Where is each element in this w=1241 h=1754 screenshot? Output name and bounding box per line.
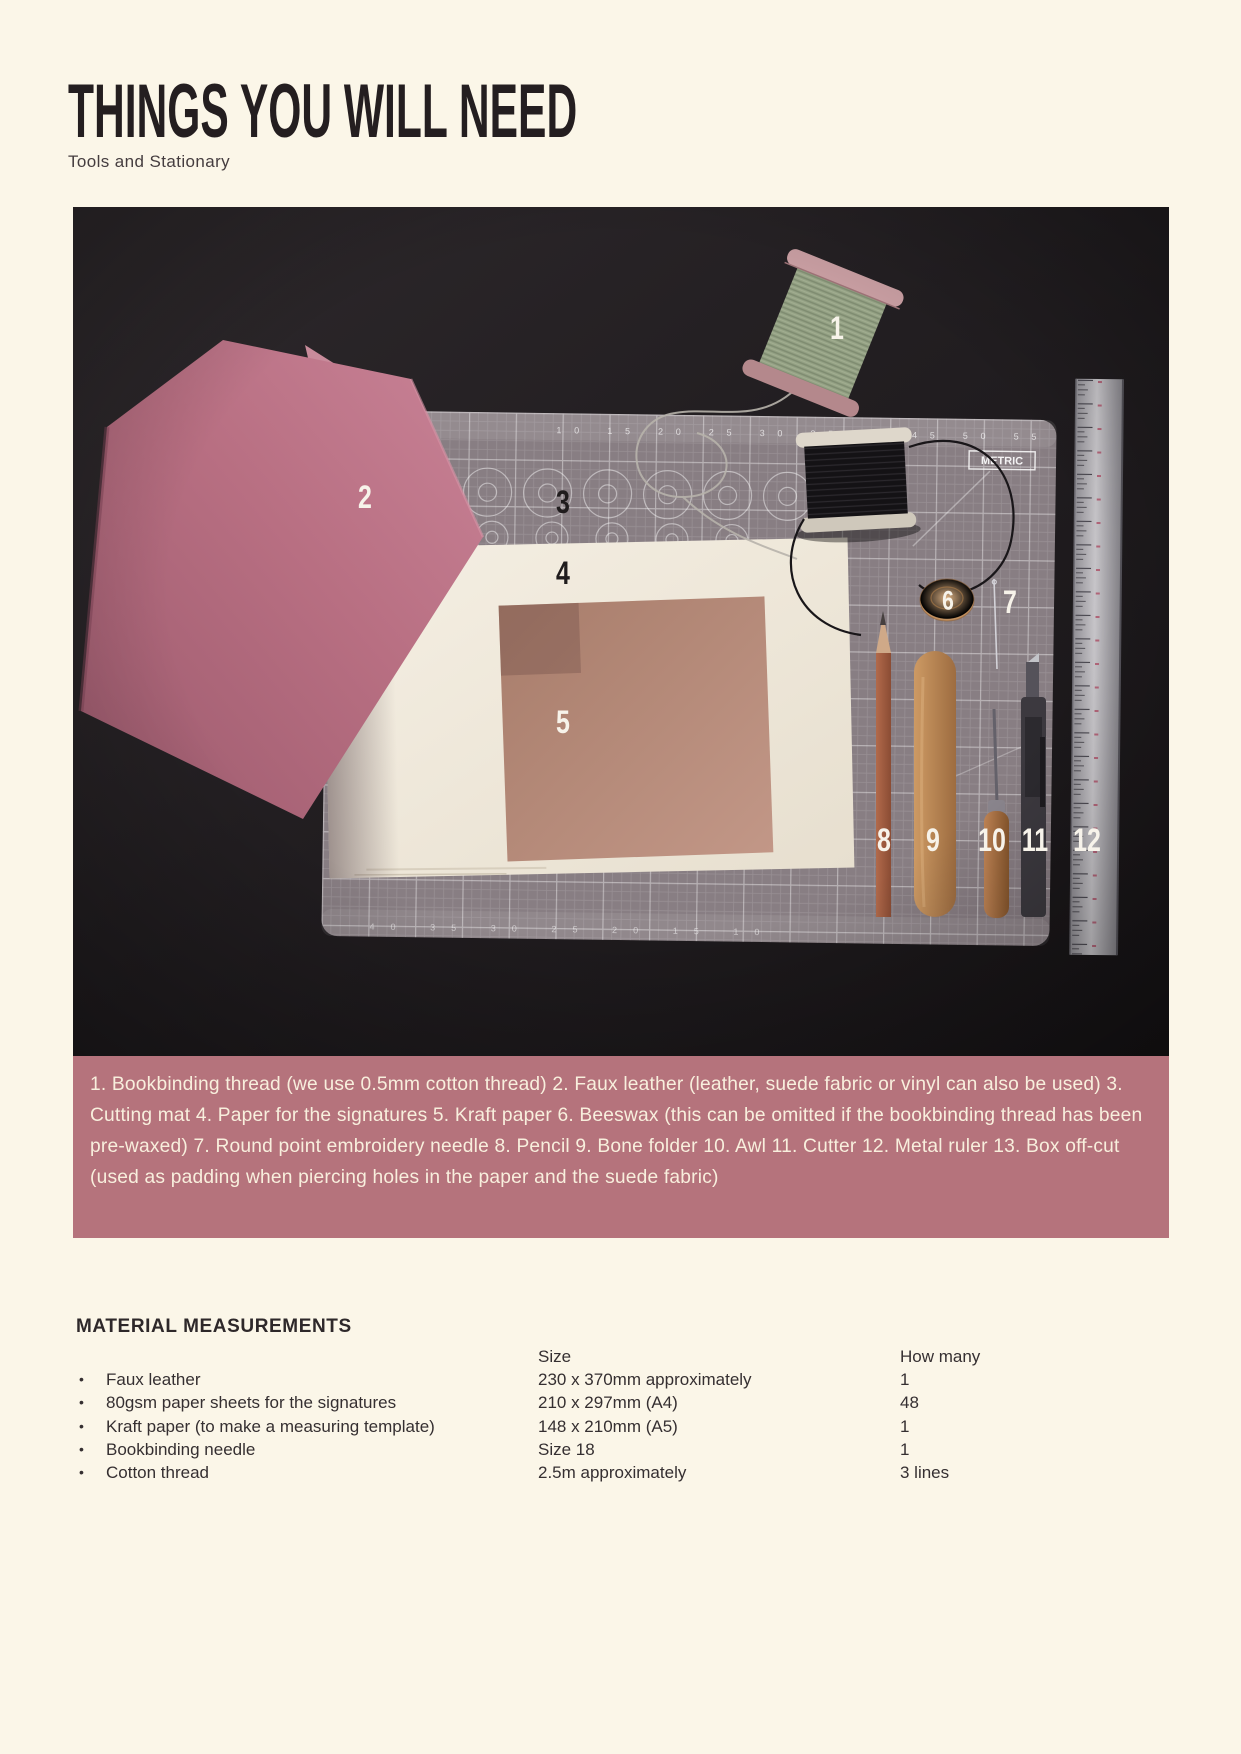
bullet-icon: • xyxy=(79,1463,84,1480)
photo-label-8: 8 xyxy=(877,822,891,858)
table-row xyxy=(76,1440,1166,1463)
qty-column-header: How many xyxy=(900,1347,981,1366)
photo-label-3: 3 xyxy=(556,484,570,520)
materials-header-row xyxy=(76,1347,1166,1370)
page-title: THINGS YOU WILL NEED xyxy=(68,69,578,154)
material-size: Size 18 xyxy=(538,1439,595,1459)
material-size: 210 x 297mm (A4) xyxy=(538,1393,678,1413)
material-item: Cotton thread xyxy=(106,1462,210,1482)
page-subtitle: Tools and Stationary xyxy=(68,152,231,171)
material-qty: 48 xyxy=(900,1393,919,1413)
table-row xyxy=(76,1393,1166,1416)
photo-label-7: 7 xyxy=(1003,584,1017,620)
photo-label-1: 1 xyxy=(830,310,844,346)
photo-caption: 1. Bookbinding thread (we use 0.5mm cotton thread) 2. Faux leather (leather, suede fabric or vinyl can also be used) 3. Cutting mat 4. Paper for the signatures 5. Kraft paper 6. Beeswax (this can be omitted if the bookbinding thread has been pre-waxed) 7. Round point embroidery needle 8. Pencil 9. Bone folder 10. Awl 11. Cutter 12. Metal ruler 13. Box off-cut (used as padding when piercing holes in the paper and the suede fabric) xyxy=(73,1056,1169,1238)
bullet-icon: • xyxy=(79,1394,84,1411)
photo-label-6: 6 xyxy=(942,585,954,616)
bullet-icon: • xyxy=(79,1417,84,1434)
material-size: 148 x 210mm (A5) xyxy=(538,1416,678,1436)
table-row xyxy=(76,1370,1166,1393)
photo-label-10: 10 xyxy=(978,822,1006,858)
material-qty: 1 xyxy=(900,1416,910,1436)
material-size: 2.5m approximately xyxy=(538,1462,687,1482)
material-size: 230 x 370mm approximately xyxy=(538,1370,752,1390)
photo-label-11: 11 xyxy=(1021,822,1049,858)
table-row xyxy=(76,1463,1166,1486)
bullet-icon: • xyxy=(79,1371,84,1388)
photo-label-12: 12 xyxy=(1073,822,1101,858)
photo-label-5: 5 xyxy=(556,704,570,740)
bullet-icon: • xyxy=(79,1440,84,1457)
material-item: Kraft paper (to make a measuring template) xyxy=(106,1416,435,1436)
material-item: 80gsm paper sheets for the signatures xyxy=(106,1393,397,1413)
tools-photo-illustration xyxy=(73,207,1169,1056)
material-qty: 3 lines xyxy=(900,1462,950,1482)
photo-label-9: 9 xyxy=(926,822,940,858)
table-row xyxy=(76,1417,1166,1440)
tools-photo xyxy=(73,207,1169,1056)
materials-heading: MATERIAL MEASUREMENTS xyxy=(76,1316,352,1337)
material-qty: 1 xyxy=(900,1370,910,1390)
material-item: Bookbinding needle xyxy=(106,1439,256,1459)
material-qty: 1 xyxy=(900,1439,910,1459)
photo-label-2: 2 xyxy=(358,479,372,515)
material-item: Faux leather xyxy=(106,1370,201,1390)
materials-table xyxy=(76,1347,1166,1486)
photo-label-4: 4 xyxy=(556,555,570,591)
size-column-header: Size xyxy=(538,1347,572,1366)
